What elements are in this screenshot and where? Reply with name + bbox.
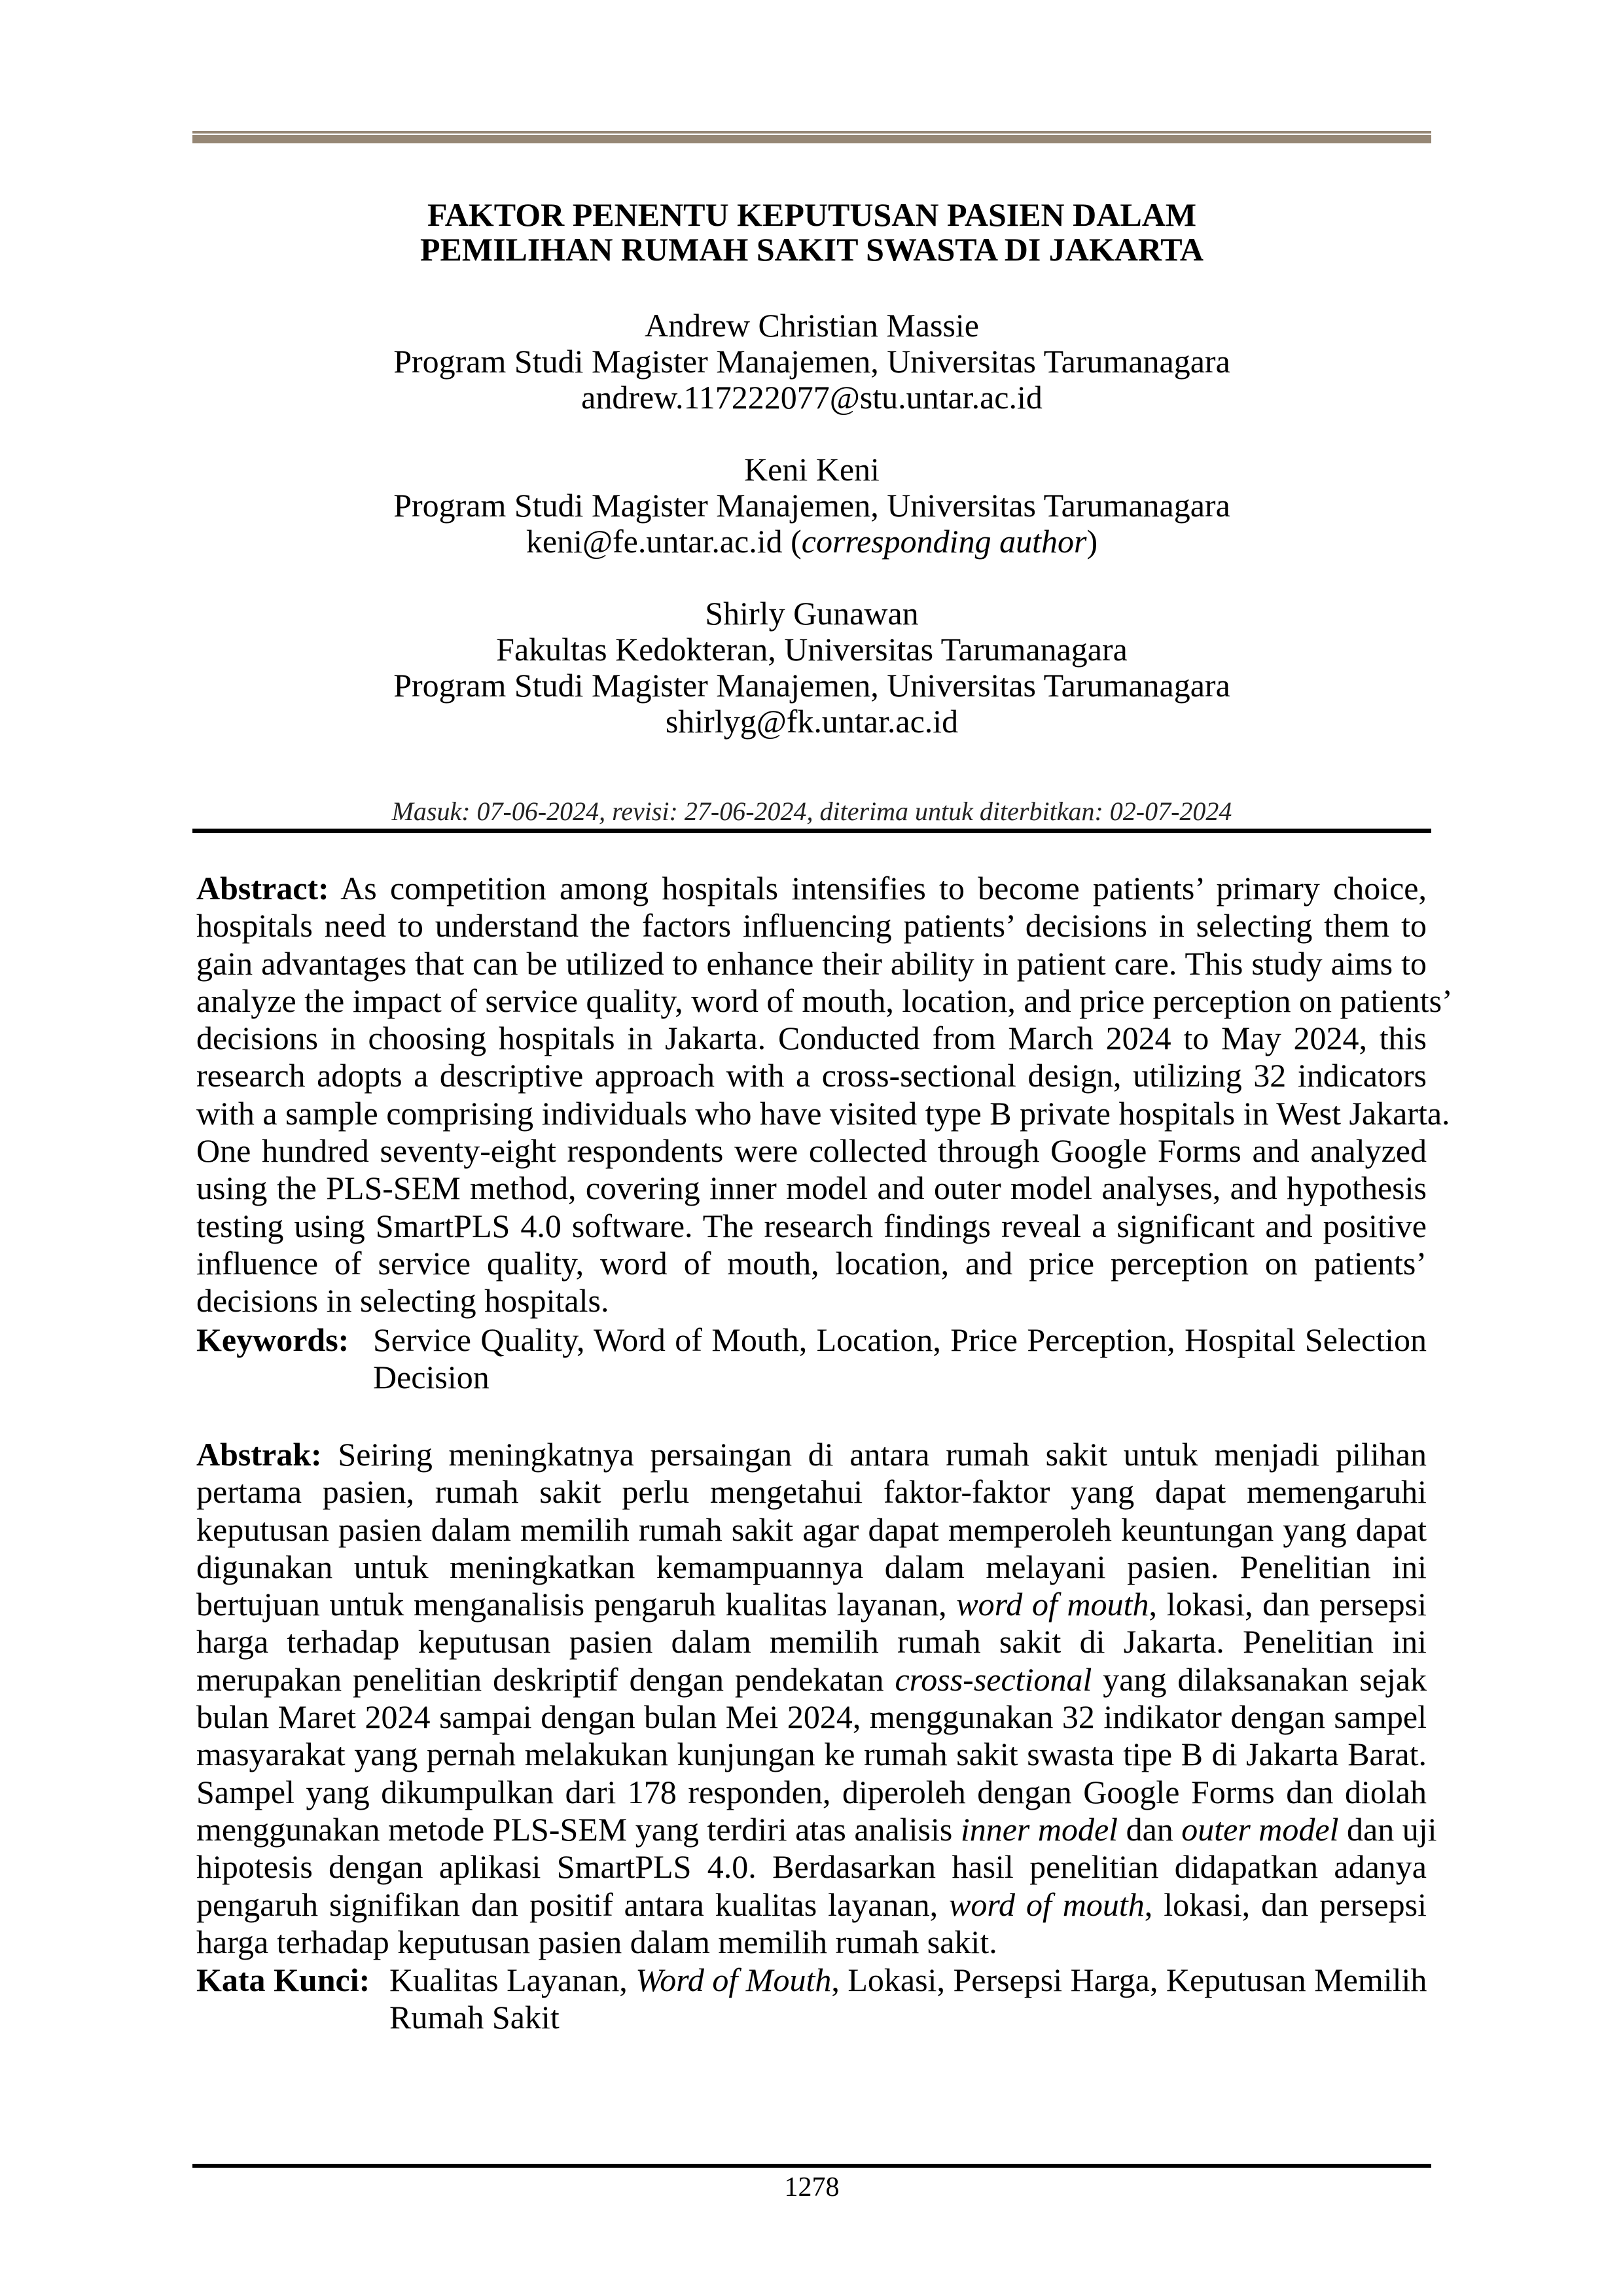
text-run: research adopts a descriptive approach with a cross-sectional design, utilizing 32 indicators — [196, 1057, 1427, 1094]
submission-dates: Masuk: 07-06-2024, revisi: 27-06-2024, diterima untuk diterbitkan: 02-07-2024 — [391, 797, 1232, 826]
text-run: gain advantages that can be utilized to enhance their ability in patient care. This study aims to — [196, 944, 1427, 982]
page-number: 1278 — [784, 2172, 840, 2202]
italic-term: cross-sectional — [895, 1660, 1092, 1698]
text-run: bulan Maret 2024 sampai dengan bulan Mei 2024, menggunakan 32 indikator dengan sampel — [196, 1698, 1427, 1736]
abstract-line — [196, 1170, 1427, 1207]
text-run: pertama pasien, rumah sakit perlu mengetahui faktor-faktor yang dapat memengaruhi — [196, 1473, 1427, 1511]
text-run: One hundred seventy-eight respondents were collected through Google Forms and analyzed — [196, 1132, 1427, 1170]
text-run: harga terhadap keputusan pasien dalam memilih rumah sakit di Jakarta. Penelitian ini — [196, 1623, 1427, 1660]
abstract-line — [196, 1020, 1427, 1057]
text-run: dan uji — [1338, 1810, 1437, 1848]
author-email[interactable]: keni@fe.untar.ac.id — [526, 523, 783, 560]
text-run: testing using SmartPLS 4.0 software. The research findings reveal a significant and positive — [196, 1207, 1427, 1244]
keywords-label: Keywords: — [196, 1321, 349, 1358]
text-run: influence of service quality, word of mouth, location, and price perception on patients’ — [196, 1244, 1427, 1282]
author-name: Andrew Christian Massie — [644, 307, 980, 344]
author-affiliation: Fakultas Kedokteran, Universitas Tarumanagara — [496, 631, 1128, 668]
italic-term: Word of Mouth — [635, 1962, 832, 1998]
abstract-line — [196, 1245, 1427, 1282]
text-run: digunakan untuk meningkatkan kemampuannya dalam melayani pasien. Penelitian ini — [196, 1548, 1427, 1585]
italic-term: word of mouth — [949, 1886, 1145, 1923]
abstract-line — [196, 1282, 1427, 1319]
text-run: bertujuan untuk menganalisis pengaruh kualitas layanan, — [196, 1586, 957, 1623]
abstrak-line — [196, 1886, 1427, 1924]
abstrak-line — [196, 1511, 1427, 1549]
abstract-line — [196, 907, 1427, 944]
text-run: dan — [1118, 1810, 1182, 1848]
author-3 — [192, 596, 1431, 740]
abstrak-line — [196, 1473, 1427, 1511]
abstract-label: Abstract: — [196, 870, 329, 906]
kata-kunci-values — [389, 1962, 1427, 2036]
author-2 — [192, 452, 1431, 560]
text-run: merupakan penelitian deskriptif dengan pendekatan — [196, 1660, 895, 1698]
author-name: Keni Keni — [744, 451, 880, 488]
abstrak-line — [196, 1848, 1427, 1886]
abstrak-line — [196, 1924, 1427, 1961]
corresponding-author-note: corresponding author — [801, 523, 1087, 560]
italic-term: inner model — [960, 1810, 1118, 1848]
paper-title — [192, 198, 1431, 267]
author-affiliation: Program Studi Magister Manajemen, Universitas Tarumanagara — [393, 487, 1230, 524]
author-email-line: keni@fe.untar.ac.id (corresponding author) — [526, 523, 1098, 560]
text-run: Rumah Sakit — [389, 1999, 560, 2036]
abstract-english — [196, 870, 1453, 1320]
author-affiliation: Program Studi Magister Manajemen, Universitas Tarumanagara — [393, 667, 1230, 704]
abstract-line — [196, 945, 1427, 982]
text-run: , lokasi, dan persepsi — [1149, 1586, 1427, 1623]
text-run: , Lokasi, Persepsi Harga, Keputusan Memilih — [831, 1962, 1427, 1998]
abstract-line — [196, 1132, 1427, 1170]
keywords-line — [373, 1359, 1427, 1396]
text-run: masyarakat yang pernah melakukan kunjungan ke rumah sakit swasta tipe B di Jakarta Barat. — [196, 1736, 1427, 1773]
abstrak-line — [196, 1549, 1427, 1586]
abstrak-line — [196, 1661, 1427, 1698]
abstract-line — [196, 1208, 1427, 1245]
abstract-line — [196, 870, 1427, 907]
header-rule-thick — [192, 135, 1431, 143]
text-run: using the PLS-SEM method, covering inner model and outer model analyses, and hypothesis — [196, 1170, 1427, 1207]
author-1 — [192, 308, 1431, 416]
text-run: As competition among hospitals intensifies to become patients’ primary choice, — [329, 870, 1427, 906]
abstrak-line — [196, 1586, 1427, 1623]
text-run: decisions in choosing hospitals in Jakarta. Conducted from March 2024 to May 2024, this — [196, 1020, 1427, 1057]
abstrak-line — [196, 1436, 1427, 1473]
text-run: hospitals need to understand the factors influencing patients’ decisions in selecting them to — [196, 907, 1427, 944]
kata-kunci-line — [389, 1999, 1427, 2036]
abstract-line — [196, 1094, 1450, 1132]
abstrak-line — [196, 1774, 1427, 1811]
author-list — [192, 308, 1431, 776]
author-email[interactable]: shirlyg@fk.untar.ac.id — [665, 703, 959, 740]
abstract-indonesian — [196, 1436, 1437, 1961]
kata-kunci-label: Kata Kunci: — [196, 1962, 370, 1998]
text-run: menggunakan metode PLS-SEM yang terdiri atas analisis — [196, 1810, 961, 1848]
text-run: keputusan pasien dalam memilih rumah sakit agar dapat memperoleh keuntungan yang dapat — [196, 1511, 1427, 1548]
text-run: decisions in selecting hospitals. — [196, 1282, 609, 1319]
author-email[interactable]: andrew.117222077@stu.untar.ac.id — [581, 379, 1043, 416]
kata-kunci-line — [389, 1962, 1427, 1999]
text-run: hipotesis dengan aplikasi SmartPLS 4.0. Berdasarkan hasil penelitian didapatkan adanya — [196, 1848, 1427, 1886]
text-run: pengaruh signifikan dan positif antara kualitas layanan, — [196, 1886, 950, 1923]
text-run: yang dilaksanakan sejak — [1092, 1660, 1427, 1698]
text-run: , lokasi, dan persepsi — [1144, 1886, 1427, 1923]
keywords-line — [373, 1321, 1427, 1359]
abstrak-line — [196, 1810, 1437, 1848]
text-run: with a sample comprising individuals who have visited type B private hospitals in West Jakarta. — [196, 1094, 1450, 1132]
italic-term: word of mouth — [956, 1586, 1149, 1623]
abstract-line — [196, 982, 1453, 1020]
title-line-2: PEMILIHAN RUMAH SAKIT SWASTA DI JAKARTA — [419, 231, 1204, 268]
text-run: Decision — [373, 1359, 490, 1395]
abstract-line — [196, 1057, 1427, 1094]
text-run: Kualitas Layanan, — [389, 1962, 636, 1998]
abstrak-label: Abstrak: — [196, 1436, 322, 1473]
text-run: Sampel yang dikumpulkan dari 178 responden, diperoleh dengan Google Forms dan diolah — [196, 1773, 1427, 1810]
title-line-1: FAKTOR PENENTU KEPUTUSAN PASIEN DALAM — [427, 196, 1197, 233]
section-rule — [192, 829, 1431, 833]
author-affiliation: Program Studi Magister Manajemen, Universitas Tarumanagara — [393, 343, 1230, 380]
footer-rule — [192, 2164, 1431, 2168]
text-run: Service Quality, Word of Mouth, Location, Price Perception, Hospital Selection — [373, 1321, 1427, 1358]
abstrak-line — [196, 1698, 1427, 1736]
abstrak-line — [196, 1736, 1427, 1773]
abstrak-line — [196, 1623, 1427, 1660]
text-run: harga terhadap keputusan pasien dalam memilih rumah sakit. — [196, 1923, 997, 1960]
author-name: Shirly Gunawan — [705, 595, 919, 632]
text-run: analyze the impact of service quality, word of mouth, location, and price perception on patients’ — [196, 982, 1453, 1019]
header-rule-thin — [192, 131, 1431, 134]
keywords-values — [373, 1321, 1427, 1396]
italic-term: outer model — [1181, 1810, 1339, 1848]
text-run: Seiring meningkatnya persaingan di antara rumah sakit untuk menjadi pilihan — [321, 1436, 1427, 1473]
